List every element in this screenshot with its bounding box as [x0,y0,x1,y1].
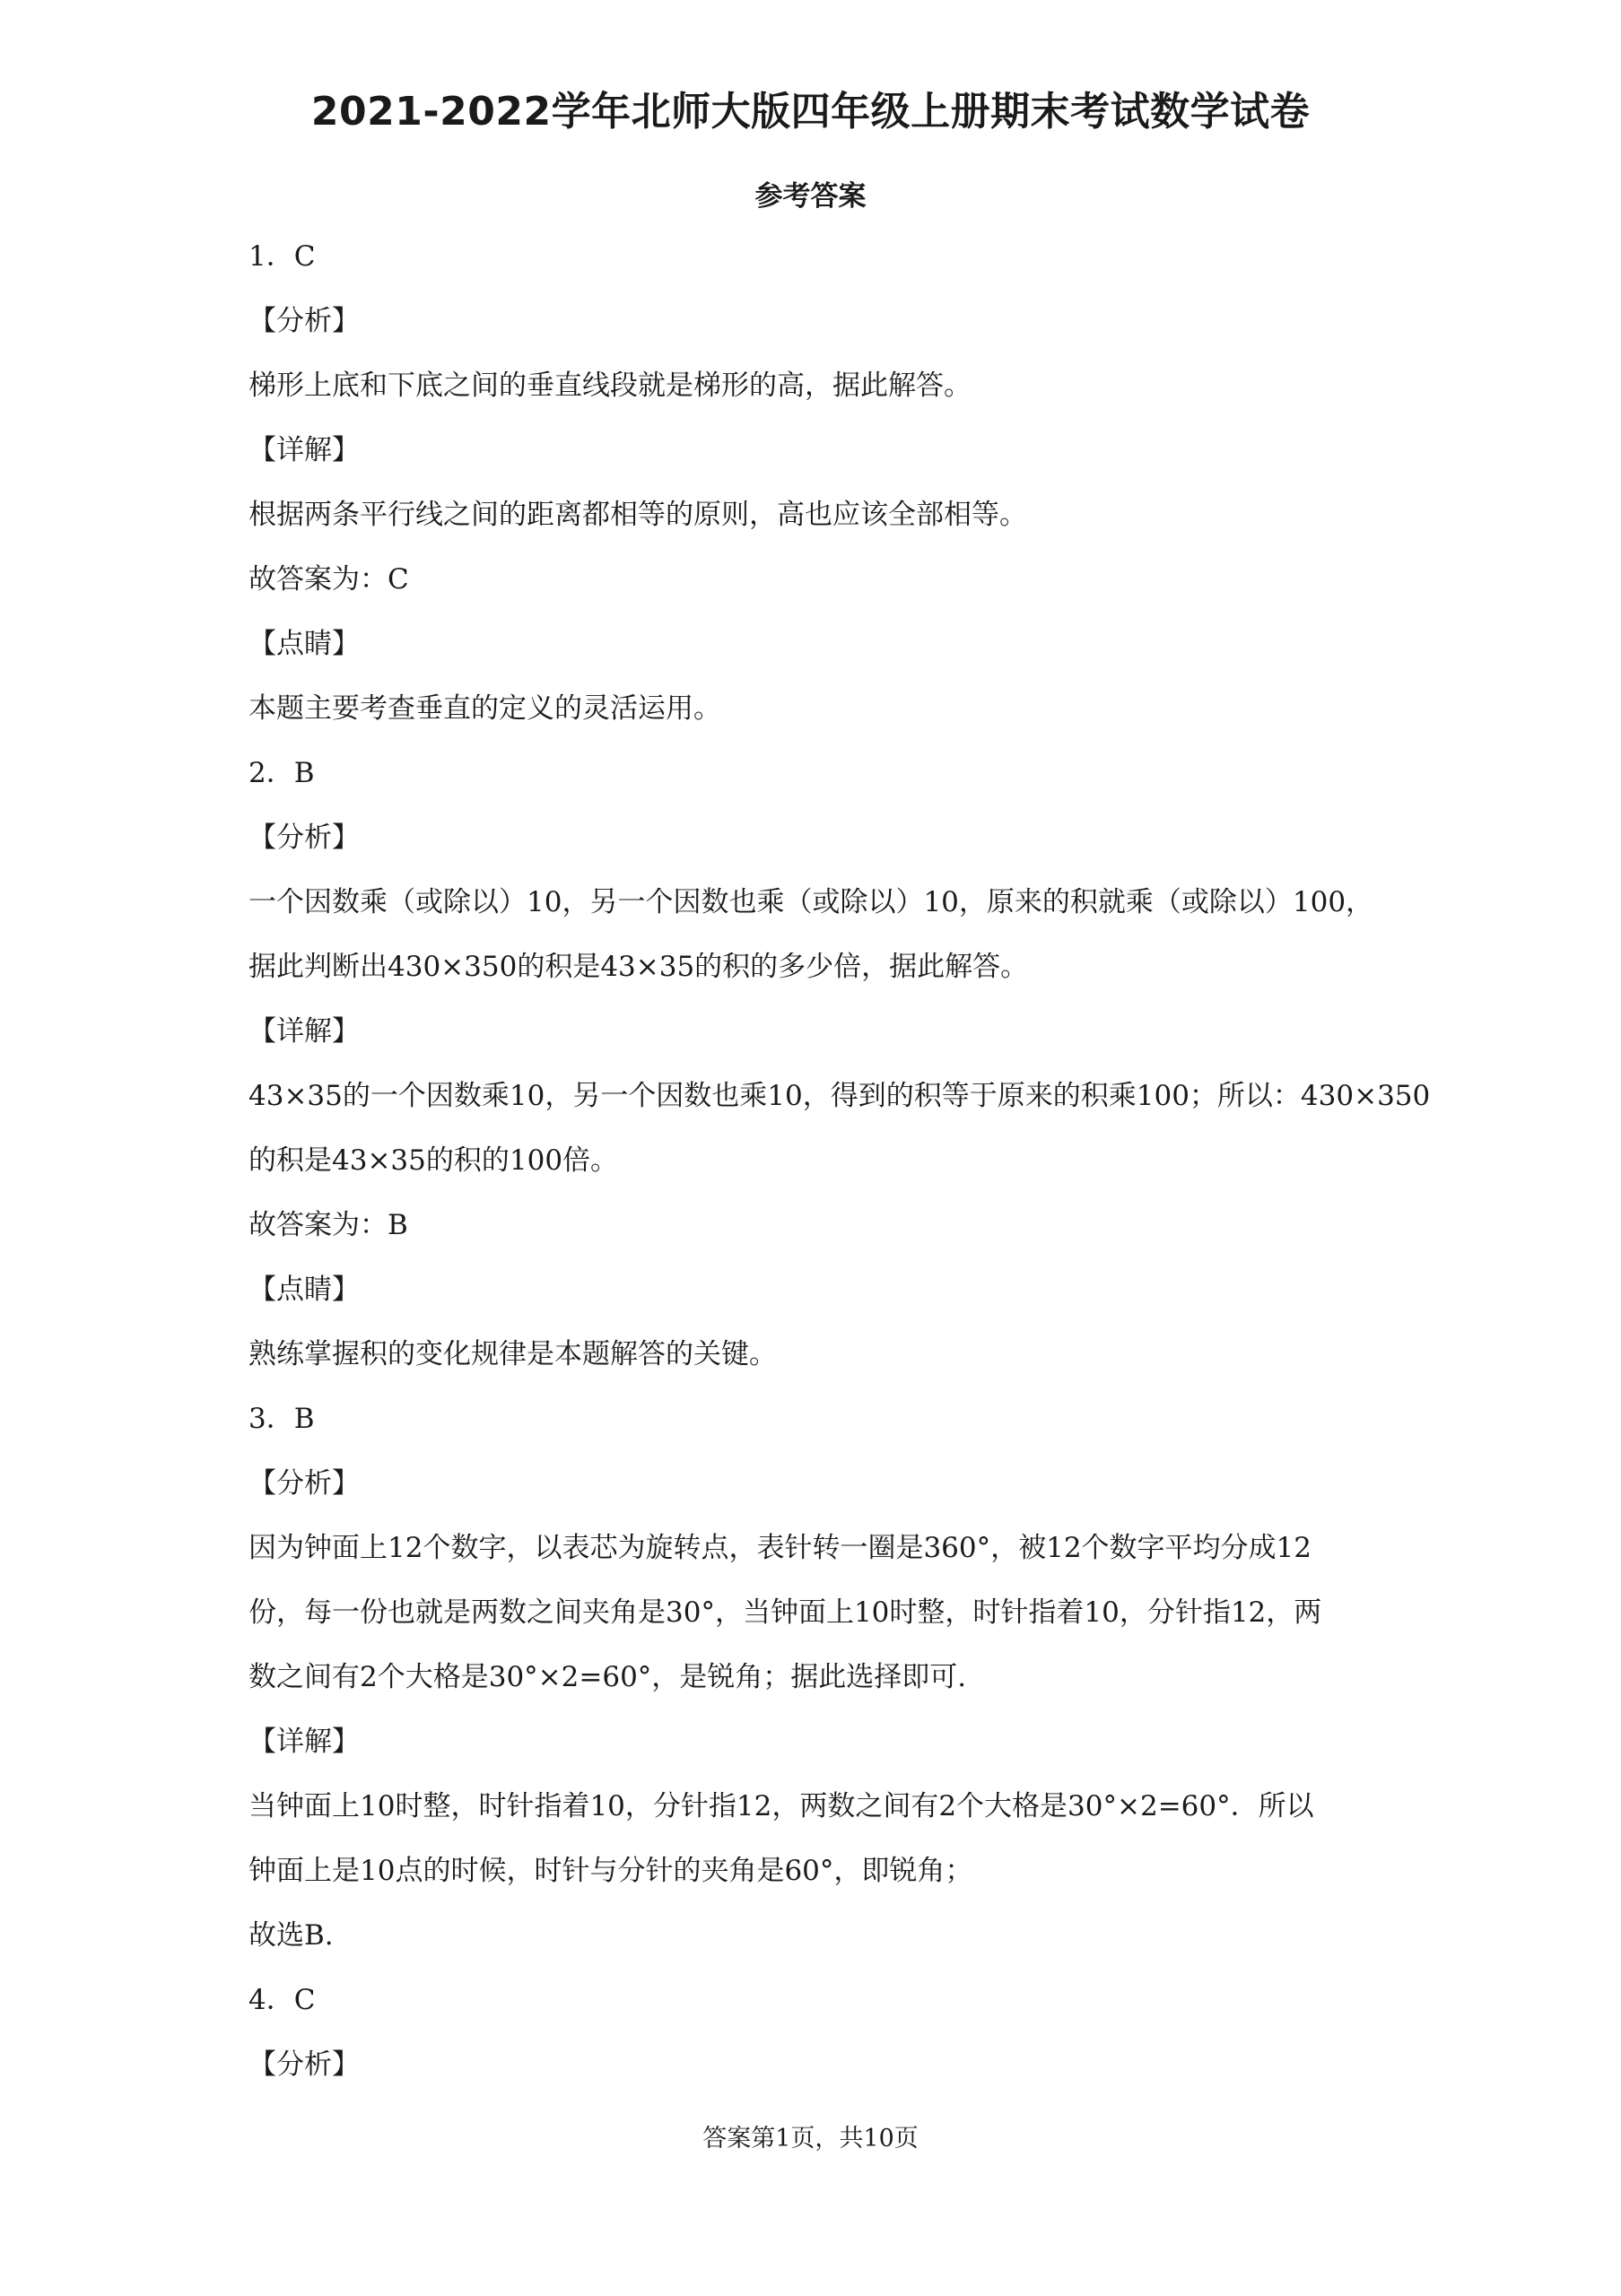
text-line: 钟面上是10点的时候，时针与分针的夹角是60°，即锐角； [248,1855,973,1887]
text-line: 43×35的一个因数乘10，另一个因数也乘10，得到的积等于原来的积乘100；所以：430×350 [248,1080,1431,1112]
text-line: 当钟面上10时整，时针指着10，分针指12，两数之间有2个大格是30°×2=60°．所以 [248,1790,1314,1822]
text-line: 【分析】 [248,822,360,854]
text-line: 4．C [248,1984,316,2016]
text-line: 故选B. [248,1919,334,1952]
page-footer: 答案第1页，共10页 [702,2125,919,2152]
text-line: 【点睛】 [248,1274,360,1306]
text-line: 故答案为：B [248,1209,408,1241]
text-line: 2．B [248,757,315,789]
text-line: 【点睛】 [248,628,360,660]
text-line: 【分析】 [248,305,360,337]
text-line: 梯形上底和下底之间的垂直线段就是梯形的高，据此解答。 [248,370,972,402]
text-line: 一个因数乘（或除以）10，另一个因数也乘（或除以）10，原来的积就乘（或除以）100， [248,886,1374,918]
page-subtitle: 参考答案 [754,180,867,213]
text-line: 的积是43×35的积的100倍。 [248,1144,619,1177]
text-line: 1．C [248,240,316,273]
text-line: 【详解】 [248,1015,360,1048]
text-line: 【详解】 [248,1726,360,1758]
text-line: 3．B [248,1403,315,1435]
text-line: 份，每一份也就是两数之间夹角是30°，当钟面上10时整，时针指着10，分针指12，两 [248,1596,1322,1629]
text-line: 本题主要考查垂直的定义的灵活运用。 [248,692,721,725]
answer-body [248,224,1431,2097]
page-title: 2021-2022学年北师大版四年级上册期末考试数学试卷 [310,89,1311,135]
text-line: 根据两条平行线之间的距离都相等的原则，高也应该全部相等。 [248,499,1027,531]
text-line: 数之间有2个大格是30°×2=60°，是锐角；据此选择即可. [248,1661,967,1693]
text-line: 故答案为：C [248,563,409,596]
text-line: 【分析】 [248,1467,360,1500]
text-line: 【详解】 [248,434,360,466]
text-line: 据此判断出430×350的积是43×35的积的多少倍，据此解答。 [248,951,1029,983]
text-line: 熟练掌握积的变化规律是本题解答的关键。 [248,1338,777,1370]
text-line: 【分析】 [248,2048,360,2081]
text-line: 因为钟面上12个数字，以表芯为旋转点，表针转一圈是360°，被12个数字平均分成12 [248,1532,1312,1564]
